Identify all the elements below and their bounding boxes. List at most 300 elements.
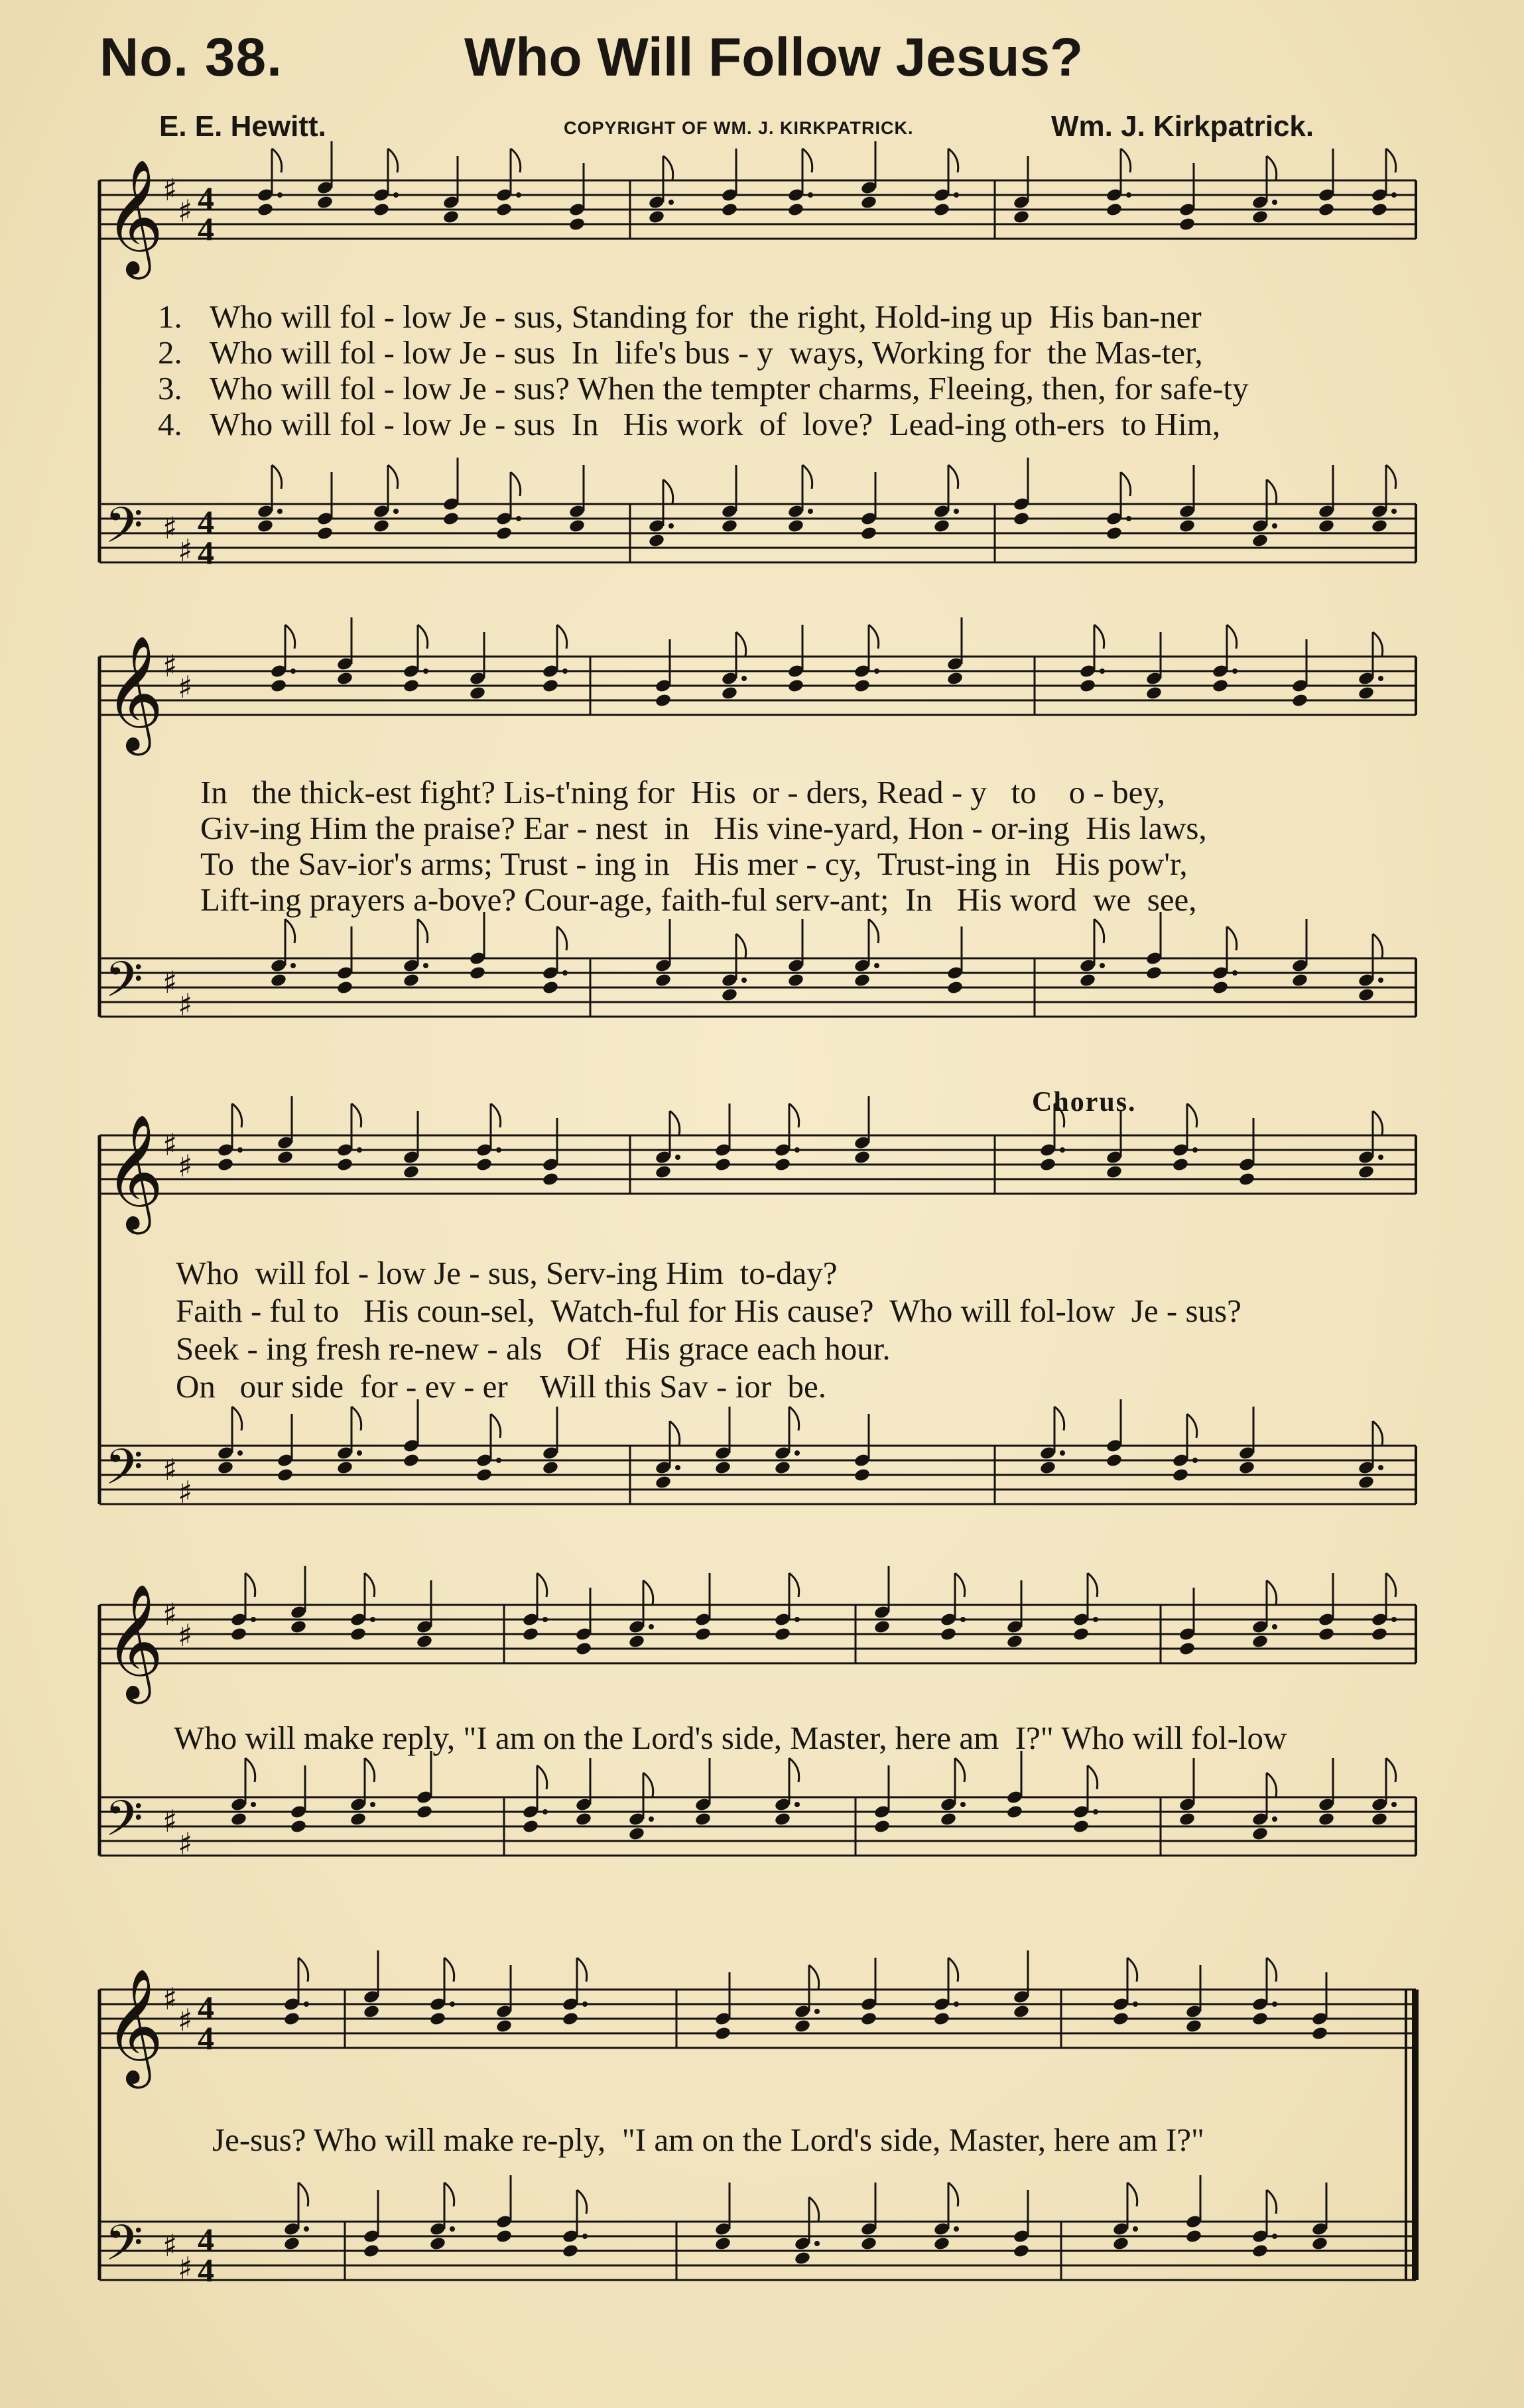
note-flag <box>789 1573 799 1597</box>
note-head <box>495 526 513 541</box>
note-head <box>562 2011 579 2027</box>
verse-3-line-1: 3. Who will fol - low Je - sus? When the tempter charms, Fleeing, then, for safe-ty <box>158 370 1249 407</box>
note-head <box>933 2011 950 2027</box>
note-head <box>854 973 871 988</box>
note-flag <box>643 1580 653 1604</box>
key-signature: ♯ <box>178 669 193 705</box>
note-head <box>1291 973 1308 988</box>
note-head <box>363 2004 380 2019</box>
note-flag <box>1386 465 1396 489</box>
key-signature: ♯ <box>178 1474 193 1510</box>
note-dot <box>794 1802 800 1807</box>
note-flag <box>285 919 295 943</box>
note-dot <box>1093 1809 1098 1814</box>
note-head <box>1013 511 1030 527</box>
bass-clef-icon: 𝄢 <box>105 951 143 1021</box>
note-dot <box>808 192 813 198</box>
note-flag <box>736 934 746 958</box>
copyright-notice: COPYRIGHT OF WM. J. KIRKPATRICK. <box>564 118 914 138</box>
note-head <box>373 519 390 534</box>
note-dot <box>1391 1802 1397 1807</box>
key-signature: ♯ <box>178 1617 193 1653</box>
note-head <box>316 526 334 541</box>
note-dot <box>675 1155 680 1160</box>
note-flag <box>444 2183 454 2206</box>
key-signature: ♯ <box>178 533 193 568</box>
note-dot <box>649 1624 654 1629</box>
note-head <box>940 1812 957 1827</box>
note-flag <box>351 1104 361 1127</box>
note-dot <box>874 668 879 674</box>
note-head <box>655 1475 672 1490</box>
note-flag <box>955 1758 965 1782</box>
key-signature: ♯ <box>178 1148 193 1184</box>
note-head <box>217 1460 234 1476</box>
note-head <box>854 678 871 694</box>
note-flag <box>1094 919 1104 943</box>
note-head <box>1006 1634 1023 1649</box>
note-head <box>1251 2244 1269 2259</box>
note-head <box>336 1157 353 1172</box>
note-head <box>1072 1819 1090 1834</box>
note-head <box>794 2019 811 2034</box>
note-head <box>774 1627 791 1642</box>
note-dot <box>277 509 283 514</box>
note-head <box>1238 1172 1255 1187</box>
note-dot <box>960 1617 966 1622</box>
note-flag <box>537 1765 547 1789</box>
note-dot <box>237 1147 243 1153</box>
note-dot <box>1378 676 1383 681</box>
note-dot <box>741 978 747 983</box>
note-head <box>230 1812 247 1827</box>
note-head <box>1106 1453 1123 1468</box>
note-flag <box>444 1958 454 1982</box>
note-head <box>1072 1627 1090 1642</box>
note-flag <box>388 149 398 172</box>
note-head <box>316 195 334 210</box>
note-flag <box>1373 934 1383 958</box>
note-dot <box>450 2226 455 2232</box>
note-head <box>1318 202 1335 218</box>
note-head <box>1145 686 1163 701</box>
note-dot <box>370 1802 375 1807</box>
note-head <box>575 1812 592 1827</box>
note-head <box>1371 202 1388 218</box>
note-flag <box>802 149 812 172</box>
note-dot <box>1272 523 1277 529</box>
note-flag <box>557 625 567 649</box>
note-head <box>1106 1165 1123 1180</box>
note-head <box>290 1819 307 1834</box>
note-head <box>714 2236 731 2251</box>
note-head <box>1318 519 1335 534</box>
key-signature: ♯ <box>162 1127 178 1163</box>
note-flag <box>789 1407 799 1430</box>
note-head <box>1178 217 1196 232</box>
time-signature: 4 <box>198 2221 214 2258</box>
note-flag <box>388 465 398 489</box>
note-dot <box>1272 1624 1277 1629</box>
note-dot <box>954 509 959 514</box>
note-flag <box>809 2197 819 2221</box>
note-flag <box>491 1104 501 1127</box>
note-flag <box>948 1958 958 1982</box>
note-flag <box>1187 1104 1197 1127</box>
note-dot <box>954 192 959 198</box>
note-flag <box>670 1111 680 1135</box>
note-dot <box>1192 1458 1198 1463</box>
verse-2-line-3: Faith - ful to His coun-sel, Watch-ful for His cause? Who will fol-low Je - sus? <box>176 1293 1241 1329</box>
note-dot <box>357 1450 362 1456</box>
note-head <box>1039 1157 1056 1172</box>
note-head <box>1318 1812 1335 1827</box>
note-head <box>655 1165 672 1180</box>
note-dot <box>304 2226 309 2232</box>
note-dot <box>496 1458 501 1463</box>
time-signature: 4 <box>198 180 214 217</box>
note-head <box>373 202 390 218</box>
note-head <box>648 533 665 548</box>
key-signature: ♯ <box>162 1981 178 2017</box>
note-head <box>1145 966 1163 981</box>
note-flag <box>272 149 282 172</box>
note-head <box>336 1460 353 1476</box>
note-flag <box>948 465 958 489</box>
note-head <box>628 1634 645 1649</box>
note-dot <box>582 2001 588 2007</box>
note-head <box>774 1157 791 1172</box>
note-flag <box>1088 1765 1098 1789</box>
verse-1-line-2: In the thick-est fight? Lis-t'ning for His or - ders, Read - y to o - bey, <box>200 774 1165 810</box>
note-flag <box>1121 149 1131 172</box>
note-flag <box>802 465 812 489</box>
note-head <box>283 2011 300 2027</box>
note-flag <box>663 479 673 503</box>
note-dot <box>393 509 399 514</box>
note-dot <box>423 963 428 968</box>
bass-clef-icon: 𝄢 <box>105 1438 143 1508</box>
note-flag <box>1127 2183 1137 2206</box>
note-head <box>416 1634 433 1649</box>
note-head <box>442 511 460 527</box>
bass-clef-icon: 𝄢 <box>105 1790 143 1860</box>
note-head <box>429 2236 446 2251</box>
composer-credit: Wm. J. Kirkpatrick. <box>1051 110 1314 143</box>
chorus-label: Chorus. <box>1032 1087 1137 1117</box>
note-dot <box>649 1816 654 1822</box>
note-head <box>336 980 353 995</box>
note-dot <box>1232 668 1238 674</box>
note-dot <box>668 523 674 529</box>
note-head <box>940 1627 957 1642</box>
note-flag <box>232 1104 242 1127</box>
note-flag <box>789 1104 799 1127</box>
note-dot <box>960 1802 966 1807</box>
note-head <box>1112 2011 1129 2027</box>
note-head <box>522 1819 539 1834</box>
note-head <box>721 686 738 701</box>
note-flag <box>663 156 673 180</box>
note-head <box>655 693 672 708</box>
note-dot <box>1133 2226 1138 2232</box>
key-signature: ♯ <box>162 648 178 684</box>
note-dot <box>562 970 568 976</box>
note-head <box>1013 210 1030 225</box>
note-head <box>277 1468 294 1483</box>
note-head <box>1178 519 1196 534</box>
note-head <box>230 1627 247 1642</box>
note-head <box>1311 2236 1328 2251</box>
note-flag <box>1088 1573 1098 1597</box>
key-signature: ♯ <box>162 1803 178 1839</box>
note-head <box>403 1453 420 1468</box>
time-signature: 4 <box>198 1989 214 2026</box>
note-dot <box>277 192 283 198</box>
note-head <box>774 1812 791 1827</box>
note-head <box>1185 2019 1202 2034</box>
note-dot <box>516 192 521 198</box>
note-flag <box>643 1773 653 1797</box>
note-head <box>476 1468 493 1483</box>
note-head <box>933 2236 950 2251</box>
note-flag <box>557 926 567 950</box>
note-head <box>495 2019 513 2034</box>
note-head <box>257 519 274 534</box>
note-flag <box>1267 2190 1277 2214</box>
note-dot <box>290 668 296 674</box>
note-flag <box>1227 926 1237 950</box>
note-head <box>1212 678 1229 694</box>
note-head <box>1079 678 1096 694</box>
note-head <box>575 1641 592 1657</box>
note-head <box>860 195 877 210</box>
note-head <box>1178 1812 1196 1827</box>
note-head <box>542 678 559 694</box>
note-flag <box>1386 1573 1396 1597</box>
note-flag <box>1127 1958 1137 1982</box>
note-flag <box>285 625 295 649</box>
note-head <box>1251 210 1269 225</box>
note-head <box>442 210 460 225</box>
note-head <box>1172 1468 1189 1483</box>
note-head <box>1311 2026 1328 2041</box>
note-flag <box>365 1758 375 1782</box>
treble-clef-icon: 𝄞 <box>105 1114 164 1230</box>
note-flag <box>670 1421 680 1445</box>
note-dot <box>562 668 568 674</box>
note-head <box>721 519 738 534</box>
note-head <box>1172 1157 1189 1172</box>
note-flag <box>1267 1580 1277 1604</box>
note-head <box>1371 519 1388 534</box>
note-head <box>860 2011 877 2027</box>
note-dot <box>1272 1816 1277 1822</box>
note-head <box>1013 2244 1030 2259</box>
treble-clef-icon: 𝄞 <box>105 159 164 275</box>
note-head <box>854 1150 871 1165</box>
chorus-line-1: Who will make reply, "I am on the Lord's side, Master, here am I?" Who will fol-low <box>174 1720 1287 1756</box>
note-head <box>860 526 877 541</box>
note-head <box>542 980 559 995</box>
note-dot <box>393 192 399 198</box>
key-signature: ♯ <box>162 964 178 1000</box>
note-dot <box>423 668 428 674</box>
note-head <box>469 686 486 701</box>
time-signature: 4 <box>198 210 214 247</box>
note-head <box>257 202 274 218</box>
note-head <box>860 2236 877 2251</box>
time-signature: 4 <box>198 534 214 571</box>
note-head <box>270 973 287 988</box>
note-dot <box>954 2001 959 2007</box>
note-flag <box>577 1958 587 1982</box>
key-signature: ♯ <box>178 2250 193 2286</box>
note-head <box>495 202 513 218</box>
note-dot <box>1391 509 1397 514</box>
note-head <box>787 973 804 988</box>
verse-4-line-1: 4. Who will fol - low Je - sus In His work of love? Lead-ing oth-ers to Him, <box>158 406 1221 442</box>
note-flag <box>1267 156 1277 180</box>
author-credit: E. E. Hewitt. <box>159 110 326 143</box>
note-flag <box>869 625 879 649</box>
note-head <box>1358 686 1375 701</box>
note-dot <box>542 1617 548 1622</box>
note-head <box>1178 1641 1196 1657</box>
note-flag <box>1386 1758 1396 1782</box>
key-signature: ♯ <box>178 2002 193 2038</box>
verse-4-line-2: Lift-ing prayers a-bove? Cour-age, faith-ful serv-ant; In His word we see, <box>200 881 1197 918</box>
note-dot <box>874 963 879 968</box>
key-signature: ♯ <box>178 987 193 1023</box>
verse-1-line-3: Who will fol - low Je - sus, Serv-ing Him to-day? <box>176 1255 838 1291</box>
note-dot <box>808 509 813 514</box>
note-dot <box>954 2226 959 2232</box>
time-signature: 4 <box>198 2019 214 2057</box>
note-head <box>542 1460 559 1476</box>
note-flag <box>809 1965 819 1989</box>
note-dot <box>1272 200 1277 205</box>
note-dot <box>1100 668 1105 674</box>
note-dot <box>1093 1617 1098 1622</box>
note-flag <box>948 2183 958 2206</box>
note-dot <box>304 2001 309 2007</box>
note-flag <box>1187 1414 1197 1438</box>
note-head <box>787 519 804 534</box>
note-head <box>429 2011 446 2027</box>
note-dot <box>582 2234 588 2239</box>
note-flag <box>789 1758 799 1782</box>
verse-4-line-3: On our side for - ev - er Will this Sav - ior be. <box>176 1368 827 1405</box>
note-head <box>721 202 738 218</box>
note-head <box>562 2244 579 2259</box>
note-flag <box>1267 479 1277 503</box>
note-flag <box>1373 632 1383 656</box>
note-flag <box>1227 625 1237 649</box>
note-head <box>933 202 950 218</box>
note-dot <box>290 963 296 968</box>
note-dot <box>357 1147 362 1153</box>
note-dot <box>1060 1147 1065 1153</box>
note-flag <box>1267 1958 1277 1982</box>
note-head <box>1251 2011 1269 2027</box>
chorus-line-2: Je-sus? Who will make re-ply, "I am on the Lord's side, Master, here am I?" <box>212 2122 1205 2158</box>
note-dot <box>251 1617 256 1622</box>
note-head <box>416 1805 433 1820</box>
note-head <box>349 1627 367 1642</box>
note-dot <box>1133 2001 1138 2007</box>
note-flag <box>298 1958 308 1982</box>
note-flag <box>1094 625 1104 649</box>
note-head <box>1251 1826 1269 1842</box>
note-head <box>1318 1627 1335 1642</box>
note-flag <box>418 919 428 943</box>
key-signature: ♯ <box>178 1826 193 1862</box>
note-dot <box>1126 192 1131 198</box>
note-head <box>1358 1475 1375 1490</box>
note-dot <box>675 1465 680 1470</box>
note-head <box>349 1812 367 1827</box>
note-dot <box>1232 970 1238 976</box>
note-head <box>1112 2236 1129 2251</box>
note-head <box>1106 526 1123 541</box>
note-head <box>1013 2004 1030 2019</box>
note-flag <box>272 465 282 489</box>
note-head <box>933 519 950 534</box>
note-flag <box>1373 1111 1383 1135</box>
note-head <box>714 1460 731 1476</box>
treble-clef-icon: 𝄞 <box>105 1968 164 2084</box>
note-head <box>648 210 665 225</box>
note-head <box>336 671 353 686</box>
note-head <box>721 987 738 1003</box>
note-head <box>1079 973 1096 988</box>
time-signature: 4 <box>198 503 214 540</box>
note-head <box>787 678 804 694</box>
note-head <box>495 2229 513 2244</box>
note-head <box>1251 1634 1269 1649</box>
note-dot <box>516 516 521 521</box>
note-head <box>1238 1460 1255 1476</box>
note-head <box>1371 1627 1388 1642</box>
note-head <box>1212 980 1229 995</box>
note-dot <box>1391 192 1397 198</box>
note-head <box>694 1627 712 1642</box>
note-dot <box>237 1450 243 1456</box>
note-head <box>1371 1812 1388 1827</box>
note-head <box>787 202 804 218</box>
note-flag <box>1054 1407 1064 1430</box>
note-dot <box>1192 1147 1198 1153</box>
note-head <box>655 973 672 988</box>
note-head <box>290 1619 307 1635</box>
note-flag <box>1267 1773 1277 1797</box>
note-flag <box>245 1758 255 1782</box>
verse-3-line-3: Seek - ing fresh re-new - als Of His grace each hour. <box>176 1330 891 1367</box>
note-flag <box>491 1414 501 1438</box>
hymn-title: Who Will Follow Jesus? <box>464 27 1084 88</box>
key-signature: ♯ <box>178 193 193 229</box>
note-head <box>1006 1805 1023 1820</box>
note-head <box>568 217 586 232</box>
note-head <box>403 678 420 694</box>
note-head <box>946 671 964 686</box>
treble-clef-icon: 𝄞 <box>105 1584 164 1699</box>
note-flag <box>511 149 521 172</box>
note-head <box>714 2026 731 2041</box>
note-head <box>946 980 964 995</box>
note-dot <box>1378 1155 1383 1160</box>
